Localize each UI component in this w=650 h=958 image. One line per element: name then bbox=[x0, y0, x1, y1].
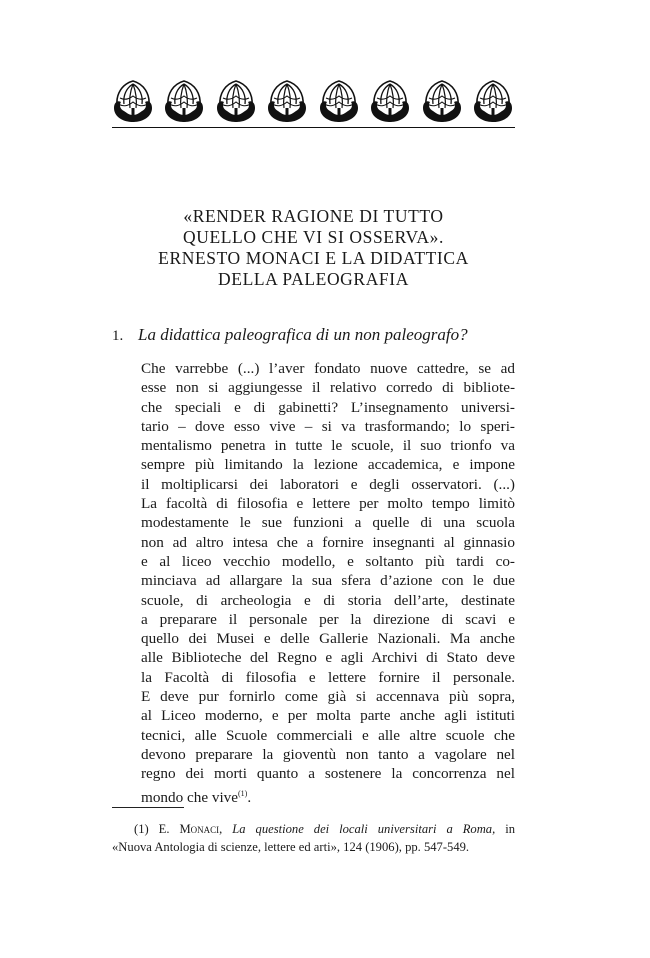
quote-line: devono preparare la gioventù non tanto a vagolare nel bbox=[141, 745, 515, 763]
section-heading bbox=[112, 324, 532, 347]
quote-line: minciava ad allargare la sua sfera d’azione con le due bbox=[141, 572, 515, 590]
leaf-ornament-icon bbox=[163, 78, 205, 124]
quote-line: regno dei morti quanto a sostenere la concorrenza nel bbox=[141, 765, 515, 783]
footnote-line bbox=[112, 821, 515, 839]
quote-last-text: mondo che vive bbox=[141, 788, 239, 806]
quote-line: al Liceo moderno, e per molta parte anche agli istituti bbox=[141, 707, 515, 725]
leaf-ornament-icon bbox=[215, 78, 257, 124]
quote-line: mentalismo penetra in tutte le scuole, il suo trionfo va bbox=[141, 437, 515, 455]
leaf-ornament-icon bbox=[112, 78, 154, 124]
quote-line: a preparare il personale per la direzione di scavi e bbox=[141, 610, 515, 628]
leaf-ornament-icon bbox=[369, 78, 411, 124]
quote-line: tario – dove esso vive – si va trasformando; lo speri- bbox=[141, 417, 515, 435]
footnote-author: Monaci, bbox=[179, 822, 223, 836]
title-line: ERNESTO MONACI E LA DIDATTICA bbox=[158, 248, 469, 268]
quote-line: e al liceo vecchio modello, e soltanto più tardi co- bbox=[141, 552, 515, 570]
quote-line: quello dei Musei e delle Gallerie Nazionali. Ma anche bbox=[141, 630, 515, 648]
header-rule bbox=[112, 127, 515, 128]
quote-line: il moltiplicarsi dei laboratori e degli osservatori. (...) bbox=[141, 475, 515, 493]
quote-line: la Facoltà di filosofia e lettere fornire il personale. bbox=[141, 668, 515, 686]
header-ornament-band bbox=[112, 78, 514, 124]
footnote bbox=[112, 821, 515, 856]
quote-line: tecnici, alle Scuole commerciali e alle altre scuole che bbox=[141, 726, 515, 744]
leaf-ornament-icon bbox=[318, 78, 360, 124]
footnote-reference[interactable]: (1) bbox=[238, 788, 248, 798]
quote-line: sempre più limitando la lezione accademica, e impone bbox=[141, 456, 515, 474]
quote-line: Che varrebbe (...) l’aver fondato nuove cattedre, se ad bbox=[141, 360, 515, 377]
section-title: La didattica paleografica di un non paleografo? bbox=[138, 325, 468, 344]
quote-line: modestamente le sue funzioni a quelle di una scuola bbox=[141, 514, 515, 532]
quote-line: che speciali e di gabinetti? L’insegnamento universi- bbox=[141, 398, 515, 416]
leaf-ornament-icon bbox=[266, 78, 308, 124]
footnote-rule bbox=[112, 807, 184, 808]
footnote-author-initial: E. bbox=[158, 822, 170, 836]
chapter-title bbox=[112, 206, 515, 290]
quote-line: esse non si aggiungesse il relativo corredo di bibliote- bbox=[141, 379, 515, 397]
title-line: DELLA PALEOGRAFIA bbox=[218, 269, 409, 289]
quote-line: E deve pur fornirlo come già si accennava più sopra, bbox=[141, 688, 515, 706]
quote-line: La facoltà di filosofia e lettere per molto tempo limitò bbox=[141, 495, 515, 513]
quote-line: scuole, di archeologia e di storia dell’arte, destinate bbox=[141, 591, 515, 609]
footnote-work-title: La questione dei locali universitari a Roma, bbox=[232, 822, 496, 836]
title-line: QUELLO CHE VI SI OSSERVA». bbox=[182, 227, 444, 247]
footnote-marker: (1) bbox=[134, 822, 149, 836]
quote-line-last: mondo che vive$^{(1)}$. bbox=[141, 788, 252, 806]
quote-line: non ad altro intesa che a fornire insegnanti al ginnasio bbox=[141, 533, 515, 551]
title-line: «RENDER RAGIONE DI TUTTO bbox=[183, 206, 444, 226]
block-quote bbox=[141, 359, 515, 806]
quote-line: alle Biblioteche del Regno e agli Archivi di Stato deve bbox=[141, 649, 515, 667]
leaf-ornament-icon bbox=[421, 78, 463, 124]
section-number: 1. bbox=[112, 328, 124, 344]
leaf-ornament-icon bbox=[472, 78, 514, 124]
footnote-line: «Nuova Antologia di scienze, lettere ed arti», 124 (1906), pp. 547-549. bbox=[112, 839, 470, 854]
footnote-in: in bbox=[505, 822, 516, 836]
